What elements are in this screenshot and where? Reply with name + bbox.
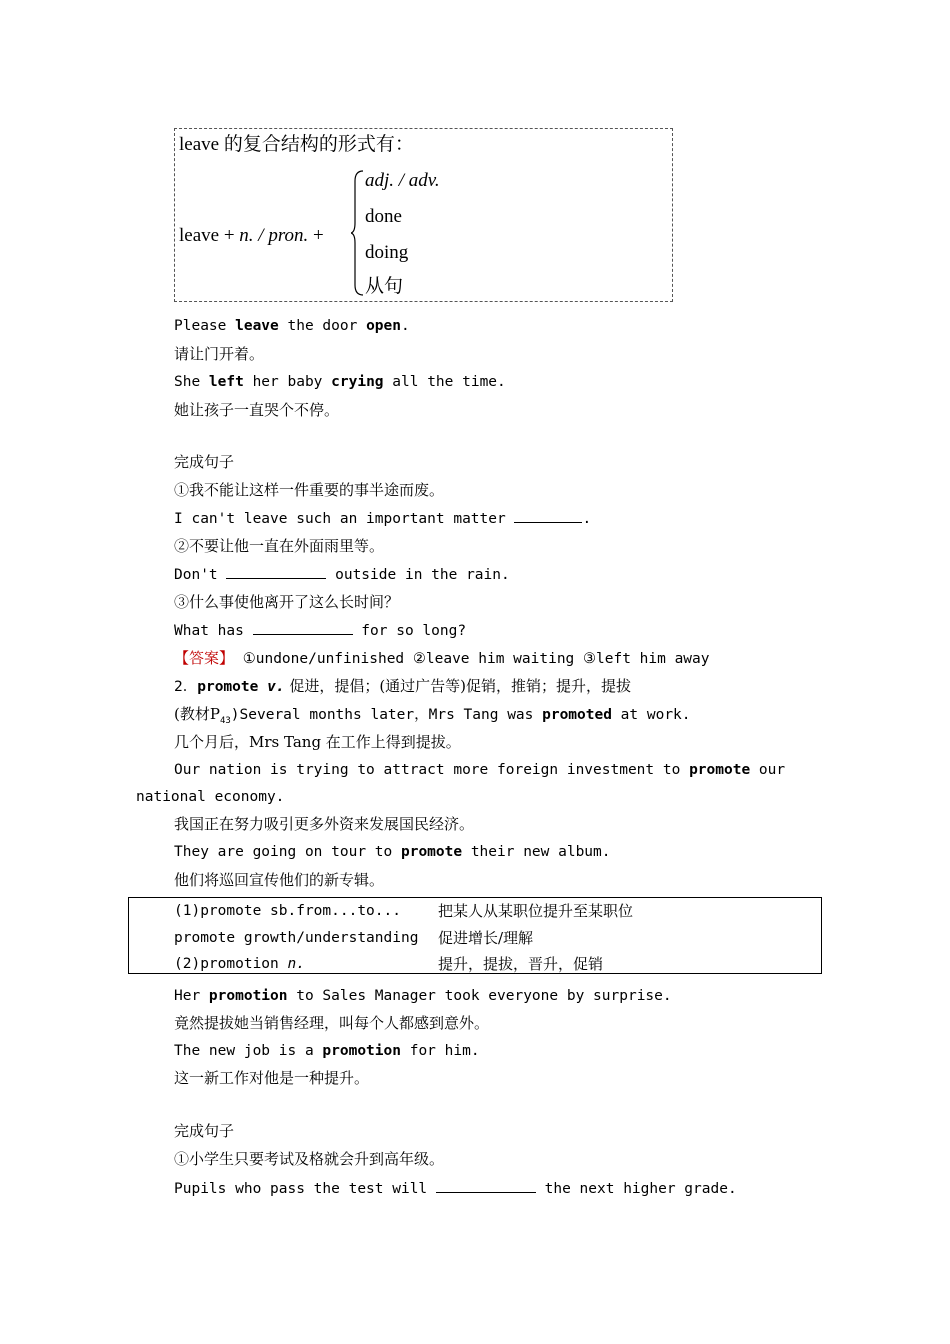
rule-brace	[351, 169, 365, 297]
exercise-1-q3-en: What has for so long?	[174, 620, 466, 641]
rule-box	[174, 128, 673, 302]
rule-option-2: done	[365, 206, 402, 227]
exercise-1-q2-en: Don't outside in the rain.	[174, 564, 510, 585]
promotion-example-2-cn: 这一新工作对他是一种提升。	[174, 1069, 370, 1087]
leave-example-1: Please leave the door open.	[174, 318, 410, 334]
table-row-1-cn: 把某人从某职位提升至某职位	[438, 902, 634, 920]
promote-textbook-example: (教材$P_{43})Several$ months later，Mrs Tang was promoted at work.	[174, 705, 691, 726]
exercise-2-q1-en: Pupils who pass the test will the next higher grade.	[174, 1178, 737, 1199]
rule-option-1: adj. / adv.	[365, 170, 440, 191]
promote-example-1-cn: 我国正在努力吸引更多外资来发展国民经济。	[174, 815, 475, 833]
answer-blank[interactable]	[436, 1178, 536, 1193]
exercise-1-q3-cn: ③什么事使他离开了这么长时间？	[174, 593, 400, 611]
rule-heading: leave 的复合结构的形式有：	[179, 134, 414, 155]
exercise-1-q2-cn: ②不要让他一直在外面雨里等。	[174, 537, 385, 555]
answer-label: 【答案】	[174, 649, 235, 667]
exercise-2-title: 完成句子	[174, 1122, 235, 1140]
promotion-example-1-cn: 竟然提拔她当销售经理，叫每个人都感到意外。	[174, 1014, 490, 1032]
promote-example-2-cn: 他们将巡回宣传他们的新专辑。	[174, 871, 385, 889]
promote-textbook-example-cn: 几个月后，Mrs Tang 在工作上得到提拔。	[174, 733, 461, 751]
exercise-1-q1-en: I can't leave such an important matter .	[174, 508, 591, 529]
answer-blank[interactable]	[253, 620, 353, 635]
phrase-table	[128, 897, 822, 974]
answer-blank[interactable]	[226, 564, 326, 579]
leave-example-2: She left her baby crying all the time.	[174, 374, 506, 390]
promotion-example-2: The new job is a promotion for him.	[174, 1043, 480, 1059]
promote-example-2: They are going on tour to promote their new album.	[174, 844, 611, 860]
promote-example-1-line2: national economy.	[136, 789, 285, 805]
exercise-2-q1-cn: ①小学生只要考试及格就会升到高年级。	[174, 1150, 445, 1168]
rule-formula: leave + n. / pron. +	[179, 225, 324, 246]
table-row-2-en: promote growth/understanding	[174, 930, 419, 946]
leave-example-1-cn: 请让门开着。	[174, 345, 265, 363]
promote-heading: 2．promote v. 促进，提倡；(通过广告等)促销，推销；提升，提拔	[174, 677, 632, 695]
table-row-2-cn: 促进增长/理解	[438, 929, 534, 947]
leave-example-2-cn: 她让孩子一直哭个不停。	[174, 401, 340, 419]
exercise-1-title: 完成句子	[174, 453, 235, 471]
rule-option-3: doing	[365, 242, 409, 263]
promotion-example-1: Her promotion to Sales Manager took everyone by surprise.	[174, 988, 672, 1004]
exercise-1-q1-cn: ①我不能让这样一件重要的事半途而废。	[174, 481, 445, 499]
rule-option-4: 从句	[365, 276, 404, 297]
table-row-1-en: (1)promote sb.from...to...	[174, 903, 401, 919]
table-row-3-en: (2)promotion n.	[174, 956, 305, 972]
promote-example-1-line1: Our nation is trying to attract more foreign investment to promote our	[174, 762, 786, 778]
table-row-3-cn: 提升，提拔，晋升，促销	[438, 955, 604, 973]
exercise-1-answer: 【答案】 ①undone/unfinished ②leave him waiting ③left him away	[174, 649, 710, 667]
answer-blank[interactable]	[514, 508, 582, 523]
